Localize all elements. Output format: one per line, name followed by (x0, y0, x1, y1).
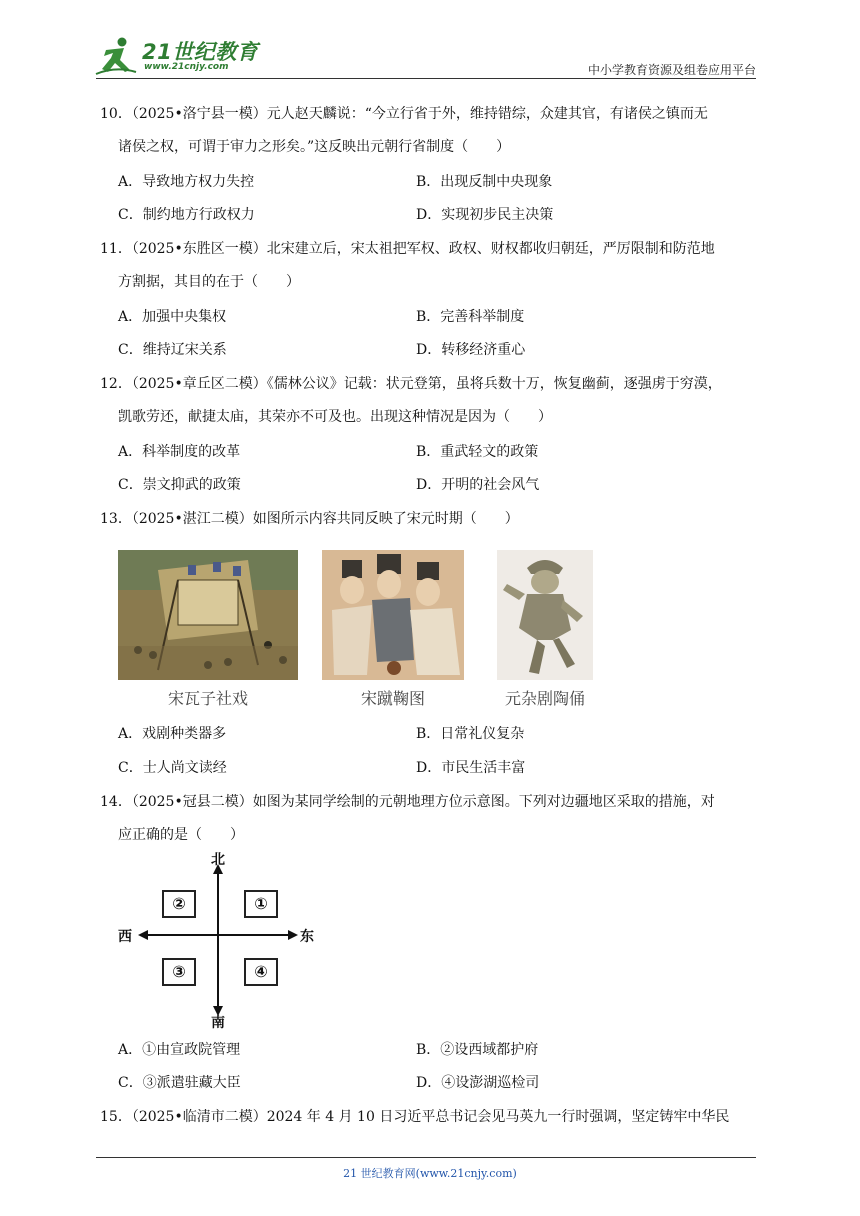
question-text-line: 诸侯之权，可谓于审力之形矣。”这反映出元朝行省制度（ ） (118, 139, 511, 155)
page-header (0, 0, 860, 82)
image-caption: 宋瓦子社戏 (167, 689, 248, 708)
yuan-opera-figurine-photo (497, 550, 593, 680)
option-a[interactable]: A．①由宣政院管理 (118, 1042, 241, 1058)
question-text-line (100, 503, 762, 536)
option-b[interactable]: B．完善科举制度 (416, 309, 525, 325)
question-stem: （2025•洛宁县一模）元人赵天麟说：“今立行省于外，维持错综，众建其官，有诸侯之镇而无 (131, 106, 708, 122)
question-number: 13． (100, 511, 132, 527)
option-c[interactable]: C．崇文抑武的政策 (118, 477, 241, 493)
question-12 (100, 368, 762, 434)
question-text-line (100, 786, 762, 819)
options-row (118, 469, 718, 502)
brand-site: www.21cnjy.com (144, 62, 229, 72)
region-box-3: ③ (162, 958, 196, 986)
options-row (118, 301, 718, 334)
options-row (118, 334, 718, 367)
question-text-line (100, 98, 762, 131)
options-row (118, 718, 718, 751)
runner-logo-icon (94, 36, 138, 76)
region-box-2: ② (162, 890, 196, 918)
yuan-direction-diagram (118, 852, 318, 1030)
question-15 (100, 1101, 762, 1134)
image-caption: 元杂剧陶俑 (504, 689, 585, 708)
option-a[interactable]: A．加强中央集权 (118, 309, 227, 325)
option-c[interactable]: C．士人尚文读经 (118, 760, 227, 776)
question-stem: （2025•章丘区二模）《儒林公议》记载：状元登第，虽将兵数十万，恢复幽蓟，逐强虏于穷漠， (131, 376, 722, 392)
region-box-4: ④ (244, 958, 278, 986)
footer-divider (96, 1157, 756, 1158)
question-text-line: 方割据，其目的在于（ ） (118, 274, 300, 290)
image-caption: 宋蹴鞠图 (360, 689, 425, 708)
song-theater-painting (118, 550, 298, 680)
question-number: 11． (100, 241, 132, 257)
option-a[interactable]: A．导致地方权力失控 (118, 174, 255, 190)
question-stem: （2025•湛江二模）如图所示内容共同反映了宋元时期（ ） (131, 511, 519, 527)
option-d[interactable]: D．市民生活丰富 (416, 760, 526, 776)
option-d[interactable]: D．④设澎湖巡检司 (416, 1075, 540, 1091)
header-divider (96, 78, 756, 79)
options-row (118, 752, 718, 785)
region-box-1: ① (244, 890, 278, 918)
option-d[interactable]: D．实现初步民主决策 (416, 207, 554, 223)
option-b[interactable]: B．重武轻文的政策 (416, 444, 539, 460)
option-b[interactable]: B．②设西域都护府 (416, 1042, 539, 1058)
west-label: 西 (118, 929, 132, 945)
question-stem: （2025•临清市二模）2024 年 4 月 10 日习近平总书记会见马英九一行时强调，坚定铸牢中华民 (131, 1109, 730, 1125)
footer-link[interactable]: 21 世纪教育网(www.21cnjy.com) (343, 1167, 517, 1180)
question-number: 14． (100, 794, 132, 810)
option-b[interactable]: B．出现反制中央现象 (416, 174, 553, 190)
question-number: 15． (100, 1109, 132, 1125)
option-c[interactable]: C．③派遣驻藏大臣 (118, 1075, 241, 1091)
south-label: 南 (211, 1015, 225, 1031)
option-d[interactable]: D．转移经济重心 (416, 342, 526, 358)
logo (94, 34, 264, 78)
question-text-line (100, 368, 762, 401)
option-c[interactable]: C．维持辽宋关系 (118, 342, 227, 358)
question-text-line (100, 1101, 762, 1134)
options-row (118, 436, 718, 469)
question-14 (100, 786, 762, 852)
question-number: 10． (100, 106, 132, 122)
option-b[interactable]: B．日常礼仪复杂 (416, 726, 525, 742)
option-c[interactable]: C．制约地方行政权力 (118, 207, 255, 223)
question-text-line: 应正确的是（ ） (118, 827, 244, 843)
brand-name: 21世纪教育 (142, 40, 259, 64)
options-row (118, 1067, 718, 1100)
option-a[interactable]: A．科举制度的改革 (118, 444, 241, 460)
question-text-line (100, 233, 762, 266)
north-label: 北 (211, 852, 225, 868)
options-row (118, 166, 718, 199)
option-a[interactable]: A．戏剧种类器多 (118, 726, 227, 742)
question-stem: （2025•东胜区一模）北宋建立后，宋太祖把军权、政权、财权都收归朝廷，严厉限制和防范地 (131, 241, 715, 257)
song-cuju-painting (322, 550, 464, 680)
question-text-line: 凯歌劳还，献捷太庙，其荣亦不可及也。出现这种情况是因为（ ） (118, 409, 552, 425)
options-row (118, 199, 718, 232)
question-10 (100, 98, 762, 164)
question-13 (100, 503, 762, 536)
option-d[interactable]: D．开明的社会风气 (416, 477, 540, 493)
question-stem: （2025•冠县二模）如图为某同学绘制的元朝地理方位示意图。下列对边疆地区采取的措施，对 (131, 794, 715, 810)
east-label: 东 (300, 929, 314, 945)
platform-title: 中小学教育资源及组卷应用平台 (587, 63, 756, 77)
options-row (118, 1034, 718, 1067)
question-11 (100, 233, 762, 299)
question-number: 12． (100, 376, 132, 392)
